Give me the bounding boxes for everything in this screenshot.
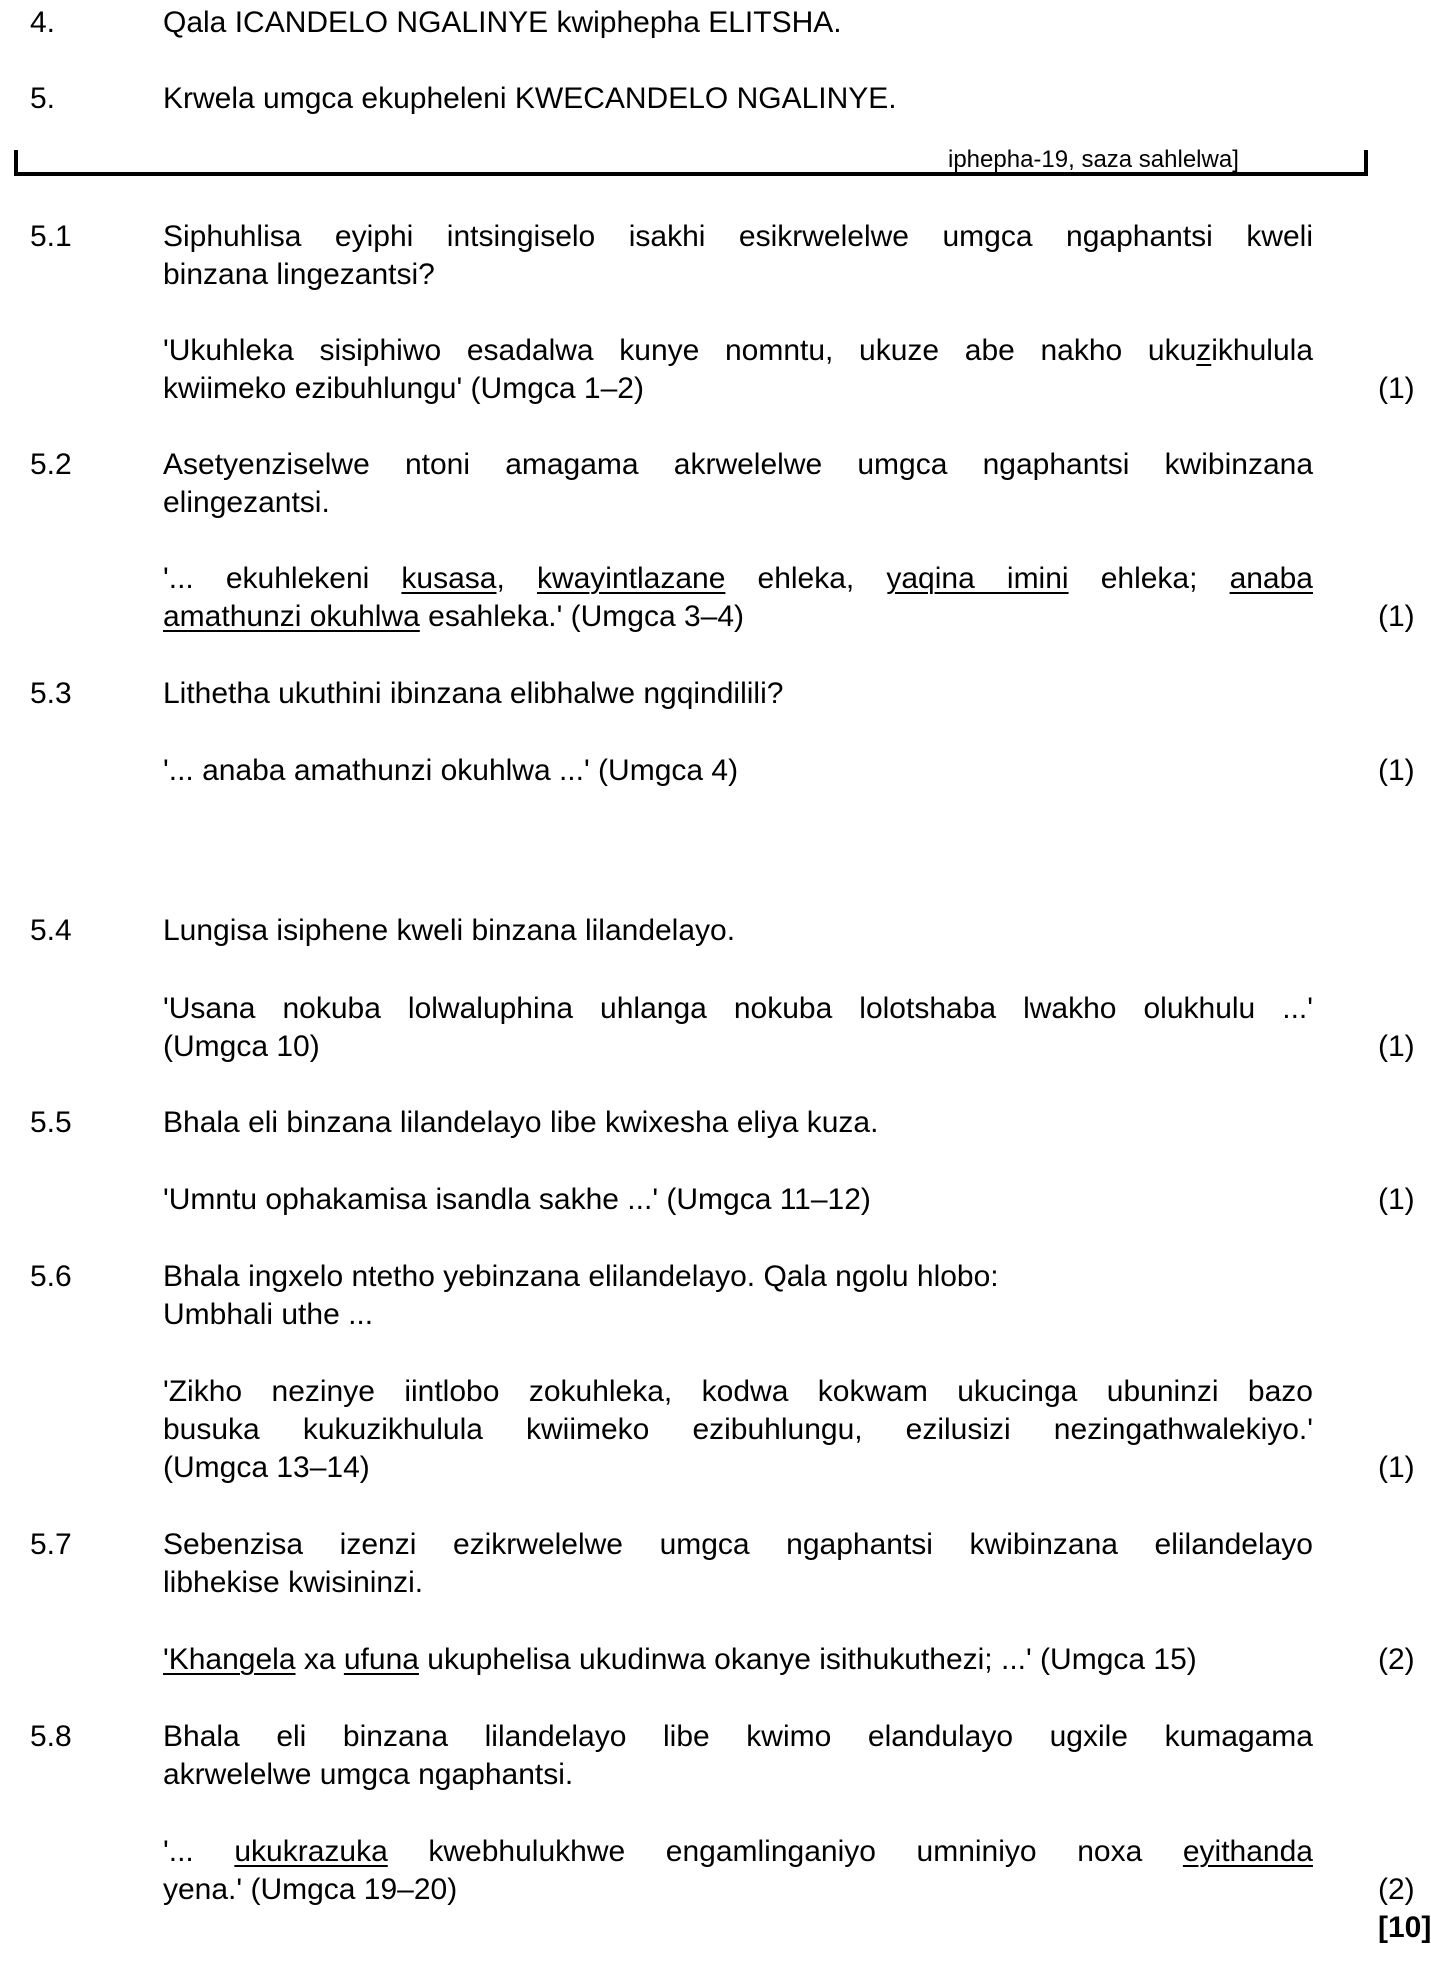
question-5-8-quote-line-2: yena.' (Umgca 19–20) xyxy=(163,1873,458,1906)
question-5-4-mark: (1) xyxy=(1378,1030,1415,1063)
question-5-7-line-2: libhekise kwisininzi. xyxy=(163,1566,424,1599)
question-5-4-number: 5.4 xyxy=(30,914,72,947)
question-5-4-quote-line-1: 'Usana nokuba lolwaluphina uhlanga nokuba lolotshaba lwakho olukhulu ...' xyxy=(163,992,1313,1025)
question-5-7-quote: 'Khangela xa ufuna ukuphelisa ukudinwa okanye isithukuthezi; ...' (Umgca 15) xyxy=(163,1643,1197,1676)
question-5-2-quote-line-1: '... ekuhlekeni kusasa, kwayintlazane ehleka, yaqina imini ehleka; anaba xyxy=(163,562,1313,595)
question-5-3-quote: '... anaba amathunzi okuhlwa ...' (Umgca 4) xyxy=(163,754,739,787)
instruction-4-number: 4. xyxy=(30,6,56,39)
question-5-4-line-1: Lungisa isiphene kweli binzana lilandelayo. xyxy=(163,914,736,947)
question-5-2-line-2: elingezantsi. xyxy=(163,486,330,519)
question-5-1-quote-line-1: 'Ukuhleka sisiphiwo esadalwa kunye nomntu, ukuze abe nakho ukuzikhulula xyxy=(163,334,1313,367)
question-5-8-mark: (2) xyxy=(1378,1873,1415,1906)
page-reference-note: iphepha-19, saza sahlelwa] xyxy=(948,146,1239,173)
instruction-5-number: 5. xyxy=(30,82,56,115)
question-5-6-mark: (1) xyxy=(1378,1451,1415,1484)
question-5-3-line-1: Lithetha ukuthini ibinzana elibhalwe ngqindilili? xyxy=(163,677,784,710)
question-5-2-line-1: Asetyenziselwe ntoni amagama akrwelelwe umgca ngaphantsi kwibinzana xyxy=(163,448,1313,481)
question-5-1-quote-line-2: kwiimeko ezibuhlungu' (Umgca 1–2) xyxy=(163,372,644,405)
question-5-6-quote-line-1: 'Zikho nezinye iintlobo zokuhleka, kodwa kokwam ukucinga ubuninzi bazo xyxy=(163,1375,1313,1408)
question-5-1-mark: (1) xyxy=(1378,372,1415,405)
section-total: [10] xyxy=(1378,1911,1431,1944)
question-5-5-line-1: Bhala eli binzana lilandelayo libe kwixesha eliya kuza. xyxy=(163,1106,879,1139)
question-5-2-quote-line-2: amathunzi okuhlwa esahleka.' (Umgca 3–4) xyxy=(163,600,745,633)
question-5-6-number: 5.6 xyxy=(30,1260,72,1293)
question-5-3-number: 5.3 xyxy=(30,677,72,710)
question-5-5-quote: 'Umntu ophakamisa isandla sakhe ...' (Umgca 11–12) xyxy=(163,1183,871,1216)
question-5-8-quote-line-1: '... ukukrazuka kwebhulukhwe engamlinganiyo umniniyo noxa eyithanda xyxy=(163,1835,1313,1868)
question-5-1-line-1: Siphuhlisa eyiphi intsingiselo isakhi esikrwelelwe umgca ngaphantsi kweli xyxy=(163,220,1313,253)
question-5-8-number: 5.8 xyxy=(30,1720,72,1753)
question-5-2-mark: (1) xyxy=(1378,600,1415,633)
question-5-6-quote-line-3: (Umgca 13–14) xyxy=(163,1451,370,1484)
question-5-6-line-2: Umbhali uthe ... xyxy=(163,1298,374,1331)
question-5-5-mark: (1) xyxy=(1378,1183,1415,1216)
question-5-7-line-1: Sebenzisa izenzi ezikrwelelwe umgca ngaphantsi kwibinzana elilandelayo xyxy=(163,1528,1313,1561)
question-5-8-line-2: akrwelelwe umgca ngaphantsi. xyxy=(163,1758,574,1791)
question-5-7-number: 5.7 xyxy=(30,1528,72,1561)
question-5-5-number: 5.5 xyxy=(30,1106,72,1139)
question-5-3-mark: (1) xyxy=(1378,754,1415,787)
question-5-6-quote-line-2: busuka kukuzikhulula kwiimeko ezibuhlungu, ezilusizi nezingathwalekiyo.' xyxy=(163,1413,1313,1446)
question-5-2-number: 5.2 xyxy=(30,448,72,481)
question-5-1-line-2: binzana lingezantsi? xyxy=(163,258,435,291)
frame-right-tick xyxy=(1364,150,1368,176)
question-5-8-line-1: Bhala eli binzana lilandelayo libe kwimo elandulayo ugxile kumagama xyxy=(163,1720,1313,1753)
instruction-4-text: Qala ICANDELO NGALINYE kwiphepha ELITSHA. xyxy=(163,6,842,39)
question-5-7-mark: (2) xyxy=(1378,1643,1415,1676)
instruction-5-text: Krwela umgca ekupheleni KWECANDELO NGALINYE. xyxy=(163,82,897,115)
question-5-1-number: 5.1 xyxy=(30,220,72,253)
question-5-4-quote-line-2: (Umgca 10) xyxy=(163,1030,320,1063)
question-5-6-line-1: Bhala ingxelo ntetho yebinzana elilandelayo. Qala ngolu hlobo: xyxy=(163,1260,999,1293)
